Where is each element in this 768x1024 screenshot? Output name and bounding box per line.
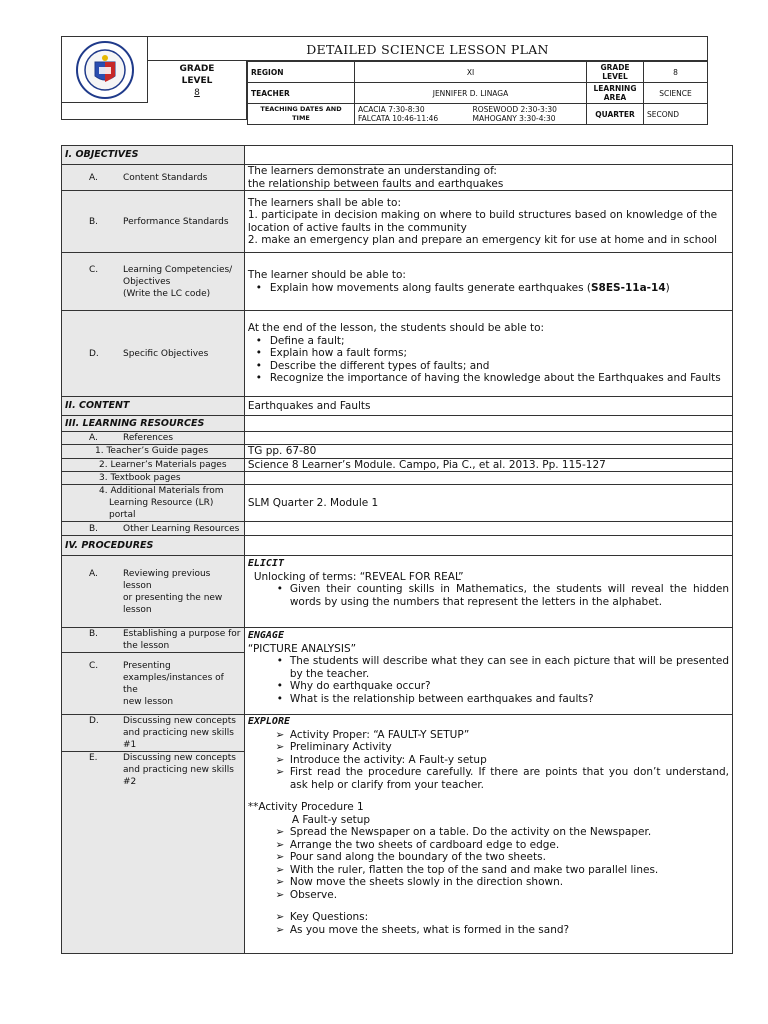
schedule-item: MAHOGANY 3:30-4:30 (472, 114, 556, 123)
bullet-icon: • (255, 281, 262, 294)
lc-code: S8ES-11a-14 (591, 281, 666, 294)
list-item: • Describe the different types of faults; and (248, 360, 729, 373)
lesson-plan-header (61, 36, 708, 123)
list-item: • Explain how a fault forms; (248, 347, 729, 360)
explore-heading: EXPLORE (247, 716, 290, 727)
schedule-item: FALCATA 10:46-11:46 (358, 114, 439, 123)
arrow-bullet-icon: ➢ (275, 728, 285, 741)
bullet-icon: • (255, 347, 262, 360)
bullet-icon: • (276, 655, 283, 667)
arrow-bullet-icon: ➢ (275, 838, 285, 851)
performance-standards-label: Performance Standards (123, 216, 229, 227)
list-item: ➢ As you move the sheets, what is formed in the sand? (248, 924, 729, 937)
list-item: ➢ Observe. (248, 889, 729, 902)
list-item: ➢ Spread the Newspaper on a table. Do the activity on the Newspaper. (248, 826, 729, 839)
table-row: A. References (62, 432, 733, 445)
table-row: D. Specific Objectives At the end of the lesson, the students should be able to: • Define a fault; • Explain how a fault forms; • Describe the different types of faults; and • Recognize the importance of having the knowledge about the Earthquakes and Faults (62, 311, 733, 397)
list-item: • Recognize the importance of having the knowledge about the Earthquakes and Faults (248, 372, 729, 385)
list-item: ➢ Key Questions: (248, 911, 729, 924)
table-row (62, 536, 733, 556)
list-item: ➢ Introduce the activity: A Fault-y setup (248, 754, 729, 767)
arrow-bullet-icon: ➢ (275, 863, 285, 876)
content-heading: II. CONTENT (62, 397, 245, 416)
bullet-icon: • (276, 692, 283, 705)
schedule-cell (355, 104, 587, 125)
table-row: 2. Learner’s Materials pages Science 8 Learner’s Module. Campo, Pia C., et al. 2013. Pp. 115-127 (62, 458, 733, 472)
list-item: • The students will describe what they can see in each picture that will be presented by the teacher. (248, 655, 729, 680)
lesson-plan-table (61, 145, 733, 954)
quarter-value: SECOND (644, 104, 708, 125)
header-info-table (247, 61, 708, 125)
list-item: ➢ Now move the sheets slowly in the direction shown. (248, 876, 729, 889)
region-value: XI (355, 62, 587, 83)
arrow-bullet-icon: ➢ (275, 888, 285, 901)
table-row: 1. Teacher’s Guide pages TG pp. 67-80 (62, 445, 733, 459)
arrow-bullet-icon: ➢ (275, 753, 285, 766)
table-row: 4. Additional Materials from Learning Resource (LR) portal SLM Quarter 2. Module 1 (62, 485, 733, 522)
table-row (62, 146, 733, 165)
arrow-bullet-icon: ➢ (275, 826, 285, 838)
list-item: ➢ Pour sand along the boundary of the two sheets. (248, 851, 729, 864)
arrow-bullet-icon: ➢ (275, 741, 285, 753)
list-item: ➢ First read the procedure carefully. If there are points that you don’t understand, ask help or clarify from your teacher. (248, 766, 729, 791)
specific-objectives-label: Specific Objectives (123, 348, 209, 359)
dates-label: TEACHING DATES AND TIME (248, 104, 355, 125)
grade-level-block (148, 61, 247, 103)
table-row: E. Discussing new concepts and practicing new skills #2 (62, 752, 733, 954)
schedule-item: ROSEWOOD 2:30-3:30 (472, 105, 557, 114)
list-item: ➢ Activity Proper: “A FAULT-Y SETUP” (248, 729, 729, 742)
list-item: ➢ Arrange the two sheets of cardboard edge to edge. (248, 839, 729, 852)
deped-seal-icon (75, 40, 135, 100)
teacher-label: TEACHER (248, 83, 355, 104)
bullet-icon: • (255, 372, 262, 385)
list-item: ➢ With the ruler, flatten the top of the sand and make two parallel lines. (248, 864, 729, 877)
schedule-item: ACACIA 7:30-8:30 (358, 105, 425, 114)
grade-level-label: GRADE LEVEL (587, 62, 644, 83)
table-row (62, 416, 733, 432)
grade-label: GRADE (179, 64, 215, 74)
resources-heading: III. LEARNING RESOURCES (62, 416, 245, 432)
table-row: C. Presenting examples/instances of the new lesson (62, 653, 733, 715)
quarter-label: QUARTER (587, 104, 644, 125)
arrow-bullet-icon: ➢ (275, 766, 285, 778)
bullet-icon: • (255, 334, 262, 347)
list-item: • Explain how movements along faults generate earthquakes (S8ES-11a-14) (248, 282, 729, 295)
table-row: C. Learning Competencies/ Objectives (Write the LC code) The learner should be able to: • Explain how movements along faults generate earthquakes (S8ES-11a-14) (62, 253, 733, 311)
grade-level-value: 8 (194, 88, 200, 98)
procedures-heading: IV. PROCEDURES (62, 536, 245, 556)
document-title: DETAILED SCIENCE LESSON PLAN (148, 36, 708, 61)
arrow-bullet-icon: ➢ (275, 923, 285, 936)
list-item: • Why do earthquake occur? (248, 680, 729, 693)
arrow-bullet-icon: ➢ (275, 911, 285, 923)
bullet-icon: • (255, 359, 262, 372)
table-row: B. Establishing a purpose for the lesson ENGAGE “PICTURE ANALYSIS” • The students will describe what they can see in each picture that will be presented by the teacher. • Why do earthquake occur? • What is the relationship between earthquakes and faults? (62, 628, 733, 653)
header-bottom-cell (61, 103, 247, 120)
learning-area-label: LEARNING AREA (587, 83, 644, 104)
table-row: A. Reviewing previous lesson or presenting the new lesson ELICIT Unlocking of terms: “REVEAL FOR REAL” • Given their counting skills in Mathematics, the students will reveal the hidden words by using the numbers that represent the letters in the alphabet. (62, 556, 733, 628)
list-item: • Define a fault; (248, 335, 729, 348)
engage-heading: ENGAGE (247, 630, 284, 641)
elicit-heading: ELICIT (247, 558, 284, 569)
list-item: • Given their counting skills in Mathematics, the students will reveal the hidden words by using the numbers that represent the letters in the alphabet. (248, 583, 729, 608)
table-row: 3. Textbook pages (62, 472, 733, 485)
table-row: B. Performance Standards The learners shall be able to: 1. participate in decision making on where to build structures based on knowledge of the location of active faults in the community 2. make an emergency plan and prepare an emergency kit for use at home and in school (62, 191, 733, 253)
arrow-bullet-icon: ➢ (275, 876, 285, 888)
bullet-icon: • (276, 583, 283, 595)
deped-seal-cell (61, 36, 148, 103)
table-row: A. Content Standards The learners demonstrate an understanding of: the relationship between faults and earthquakes (62, 165, 733, 191)
content-standards-label: Content Standards (123, 172, 208, 183)
grade-level-value-2: 8 (644, 62, 708, 83)
region-label: REGION (248, 62, 355, 83)
bullet-icon: • (276, 680, 283, 692)
content-value: Earthquakes and Faults (244, 397, 732, 416)
table-row (62, 397, 733, 416)
table-row: B. Other Learning Resources (62, 522, 733, 536)
objectives-heading: I. OBJECTIVES (62, 146, 245, 165)
arrow-bullet-icon: ➢ (275, 851, 285, 863)
table-row: D. Discussing new concepts and practicing new skills #1 EXPLORE ➢ Activity Proper: “A FAULT-Y SETUP” ➢ Preliminary Activity ➢ Introduce the activity: A Fault-y setup ➢ First read the procedure carefully. If there are points that you don’t understand, ask help or clarify from your teacher. **Activity Procedure 1 A Fault-y setup ➢ Spread the Newspaper on a table. Do the activity on the Newspaper. ➢ Arrange the two sheets of cardboard edge to edge. ➢ Pour sand along the boundary of the two sheets. ➢ With the ruler, flatten the top of the sand and make two parallel lines. ➢ Now move the sheets slowly in the direction shown. ➢ Observe. ➢ Key Questions: ➢ As you move the sheets, what is formed in the sand? (62, 715, 733, 752)
level-label: LEVEL (181, 76, 213, 86)
teacher-value: JENNIFER D. LINAGA (355, 83, 587, 104)
list-item: ➢ Preliminary Activity (248, 741, 729, 754)
list-item: • What is the relationship between earthquakes and faults? (248, 693, 729, 706)
learning-area-value: SCIENCE (644, 83, 708, 104)
